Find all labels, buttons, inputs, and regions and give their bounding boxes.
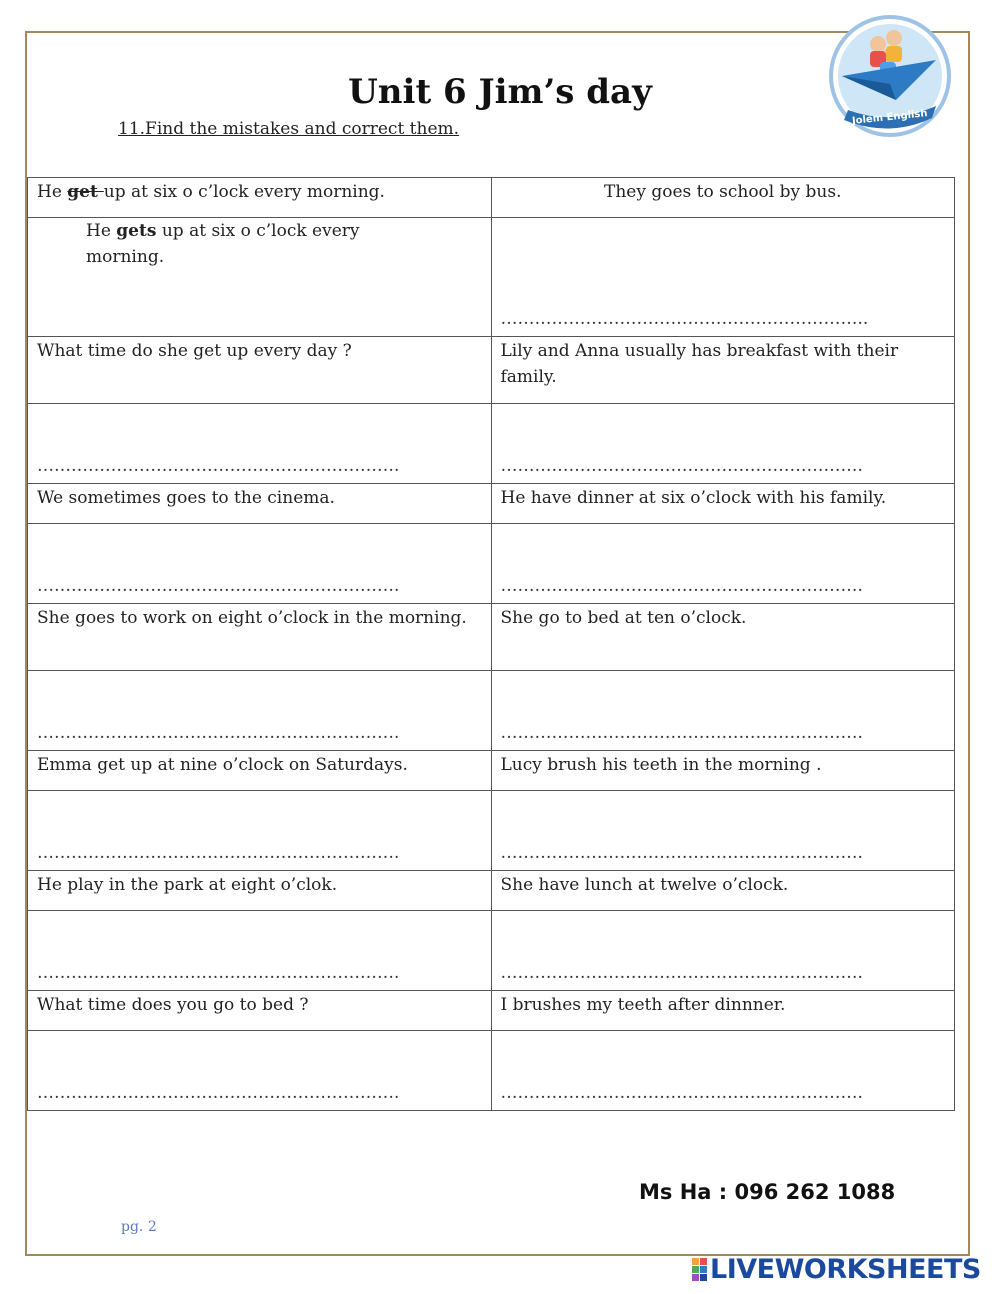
table-row <box>28 671 955 751</box>
page-number: pg. 2 <box>121 1219 157 1235</box>
answer-field[interactable]: ………………………………………………………. <box>28 671 492 751</box>
question-cell: We sometimes goes to the cinema. <box>28 484 492 524</box>
page-title: Unit 6 Jim’s day <box>348 72 652 112</box>
brand-squares-icon <box>692 1258 707 1281</box>
answer-field[interactable]: ………………………………………………………. <box>491 791 955 871</box>
liveworksheets-brand: LIVEWORKSHEETS <box>692 1254 981 1284</box>
table-row <box>28 871 955 911</box>
instruction: 11.Find the mistakes and correct them. <box>118 119 460 139</box>
question-cell: He have dinner at six o’clock with his family. <box>491 484 955 524</box>
struck-word: get <box>67 182 104 202</box>
answer-field[interactable]: ………………………………………………………. <box>491 1031 955 1111</box>
table-row <box>28 404 955 484</box>
question-cell: She have lunch at twelve o’clock. <box>491 871 955 911</box>
table-row <box>28 218 955 337</box>
answer-field[interactable]: ………………………………………………………. <box>28 524 492 604</box>
question-cell: I brushes my teeth after dinnner. <box>491 991 955 1031</box>
question-cell: What time does you go to bed ? <box>28 991 492 1031</box>
table-row <box>28 484 955 524</box>
answer-field[interactable]: ………………………………………………………. <box>28 404 492 484</box>
question-cell: He play in the park at eight o’clok. <box>28 871 492 911</box>
question-cell: She go to bed at ten o’clock. <box>491 604 955 671</box>
answer-field[interactable]: ………………………………………………………. <box>28 791 492 871</box>
table-row <box>28 911 955 991</box>
table-row <box>28 751 955 791</box>
answer-field[interactable]: ………………………………………………………. <box>491 524 955 604</box>
table-row <box>28 1031 955 1111</box>
example-question: He get up at six o c’lock every morning. <box>28 178 492 218</box>
answer-field[interactable]: ………………………………………………………. <box>28 911 492 991</box>
logo-caption: Jolem English <box>851 108 928 127</box>
question-cell: What time do she get up every day ? <box>28 337 492 404</box>
question-cell: Lucy brush his teeth in the morning . <box>491 751 955 791</box>
jolem-english-logo <box>828 14 952 138</box>
table-row <box>28 991 955 1031</box>
example-answer: He gets up at six o c’lock every morning. <box>28 218 492 337</box>
question-cell: She goes to work on eight o’clock in the morning. <box>28 604 492 671</box>
answer-field[interactable]: ……………………………………………………….. <box>491 218 955 337</box>
question-cell: Lily and Anna usually has breakfast with their family. <box>491 337 955 404</box>
answer-field[interactable]: ………………………………………………………. <box>28 1031 492 1111</box>
exercise-table <box>27 177 955 1111</box>
question-cell: They goes to school by bus. <box>491 178 955 218</box>
answer-field[interactable]: ………………………………………………………. <box>491 911 955 991</box>
table-row <box>28 337 955 404</box>
table-row <box>28 604 955 671</box>
contact-info: Ms Ha : 096 262 1088 <box>639 1180 896 1204</box>
answer-field[interactable]: ………………………………………………………. <box>491 404 955 484</box>
table-row <box>28 524 955 604</box>
table-row <box>28 178 955 218</box>
question-cell: Emma get up at nine o’clock on Saturdays. <box>28 751 492 791</box>
answer-field[interactable]: ………………………………………………………. <box>491 671 955 751</box>
table-row <box>28 791 955 871</box>
